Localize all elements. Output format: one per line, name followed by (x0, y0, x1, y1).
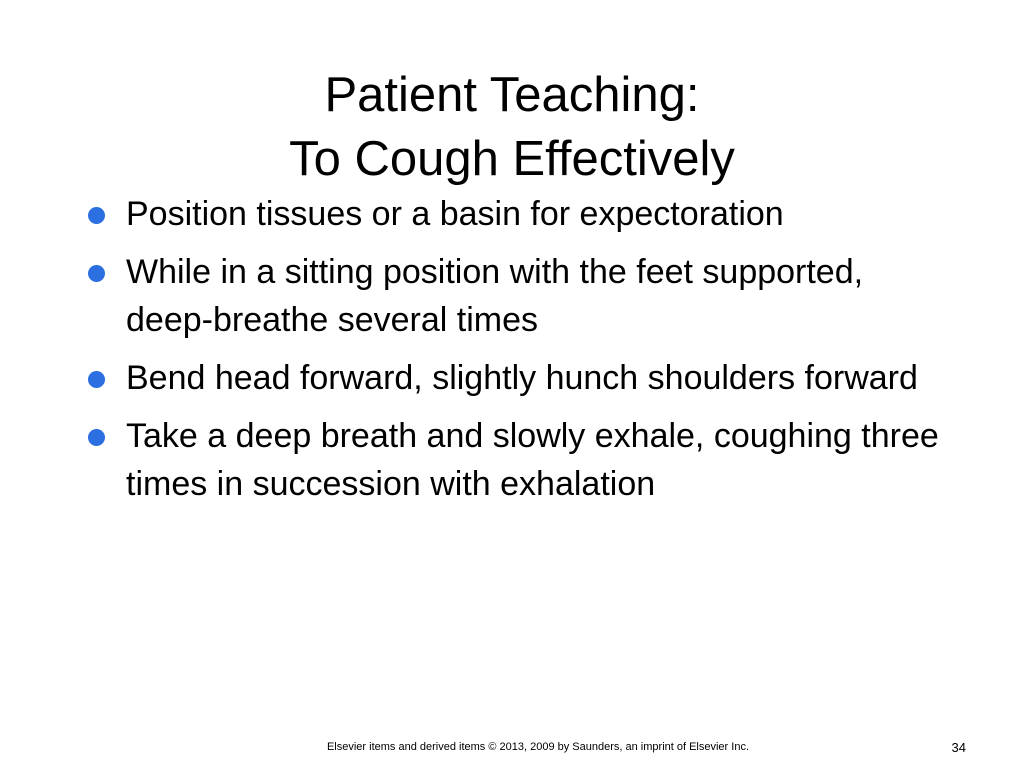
title-line-1: Patient Teaching: (324, 67, 700, 122)
title-line-2: To Cough Effectively (289, 131, 735, 186)
bullet-text: Bend head forward, slightly hunch shoulders forward (126, 359, 918, 397)
bullet-item (84, 248, 944, 344)
bullet-item (84, 354, 944, 402)
slide-title (0, 63, 1024, 191)
bullet-text: Take a deep breath and slowly exhale, coughing three times in succession with exhalation (126, 417, 939, 503)
page-number: 34 (951, 740, 966, 755)
bullet-text: While in a sitting position with the feet supported, deep-breathe several times (126, 253, 864, 339)
bullet-dot-icon (88, 265, 105, 282)
bullet-item (84, 190, 944, 238)
bullet-text: Position tissues or a basin for expectoration (126, 195, 784, 233)
bullet-dot-icon (88, 371, 105, 388)
copyright-footer: Elsevier items and derived items © 2013, 2009 by Saunders, an imprint of Elsevier Inc. (326, 741, 750, 753)
bullet-dot-icon (88, 429, 105, 446)
bullet-list (84, 190, 944, 518)
bullet-item (84, 412, 944, 508)
bullet-dot-icon (88, 207, 105, 224)
